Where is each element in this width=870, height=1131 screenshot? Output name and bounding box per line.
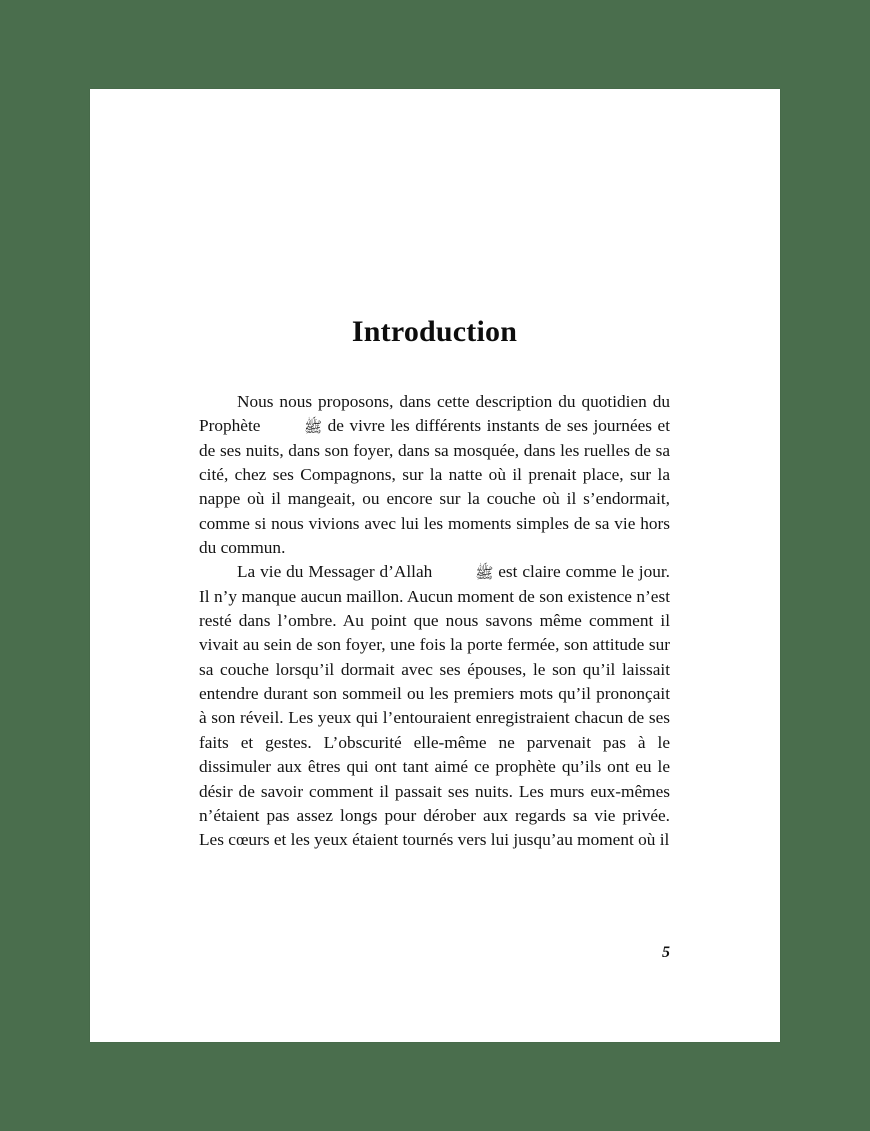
book-page — [90, 89, 780, 1042]
page-number: 5 — [662, 944, 670, 961]
paragraph-2-segment-1: La vie du Messager d’Allah — [237, 562, 438, 582]
paragraph-1-segment-2: de vivre les différents instants de ses journées et de ses nuits, dans son foyer, dans sa mosquée, dans les ruelles de sa cité, chez ses Compagnons, sur la natte où il prenait place, sur la nappe où il mangeait, ou encore sur la couche où il s’endormait, comme si nous vivions avec lui les moments simples de sa vie hors du commun. — [199, 416, 671, 558]
paragraph-2: La vie du Messager d’Allah ﷺ est claire comme le jour. Il n’y manque aucun maillon. Aucun moment de son existence n’est resté dans l’ombre. Au point que nous savons même comment il vivait au sein de son foyer, une fois la porte fermée, son attitude sur sa couche lorsqu’il dormait avec ses épouses, le son qu’il laissait entendre durant son sommeil ou les premiers mots qu’il prononçait à son réveil. Les yeux qui l’entouraient enregistraient chacun de ses faits et gestes. L’obscurité elle-même ne parvenait pas à le dissimuler aux êtres qui ont tant aimé ce prophète qu’ils ont eu le désir de savoir comment il passait ses nuits. Les murs eux-mêmes n’étaient pas assez longs pour dérober aux regards sa vie privée. Les cœurs et les yeux étaient tournés vers lui jusqu’au moment où il — [199, 562, 670, 850]
paragraph-2-segment-2: est claire comme le jour. Il n’y manque aucun maillon. Aucun moment de son existence n’est resté dans l’ombre. Au point que nous savons même comment il vivait au sein de son foyer, une fois la porte fermée, son attitude sur sa couche lorsqu’il dormait avec ses épouses, le son qu’il laissait entendre durant son sommeil ou les premiers mots qu’il prononçait à son réveil. Les yeux qui l’entouraient enregistraient chacun de ses faits et gestes. L’obscurité elle-même ne parvenait pas à le dissimuler aux êtres qui ont tant aimé ce prophète qu’ils ont eu le désir de savoir comment il passait ses nuits. Les murs eux-mêmes n’étaient pas assez longs pour dérober aux regards sa vie privée. Les cœurs et les yeux étaient tournés vers lui jusqu’au moment où il — [199, 562, 670, 850]
page-text-block — [199, 89, 670, 1042]
paragraph-1: Nous nous proposons, dans cette description du quotidien du Prophète ﷺ de vivre les différents instants de ses journées et de ses nuits, dans son foyer, dans sa mosquée, dans les ruelles de sa cité, chez ses Compagnons, sur la natte où il prenait place, sur la nappe où il mangeait, ou encore sur la couche où il s’endormait, comme si nous vivions avec lui les moments simples de sa vie hors du commun. — [199, 392, 671, 558]
paragraph-1-segment-1: Nous nous proposons, dans cette description du quotidien du Prophète — [199, 392, 670, 436]
page-title: Introduction — [351, 315, 518, 348]
body-text — [199, 390, 670, 853]
